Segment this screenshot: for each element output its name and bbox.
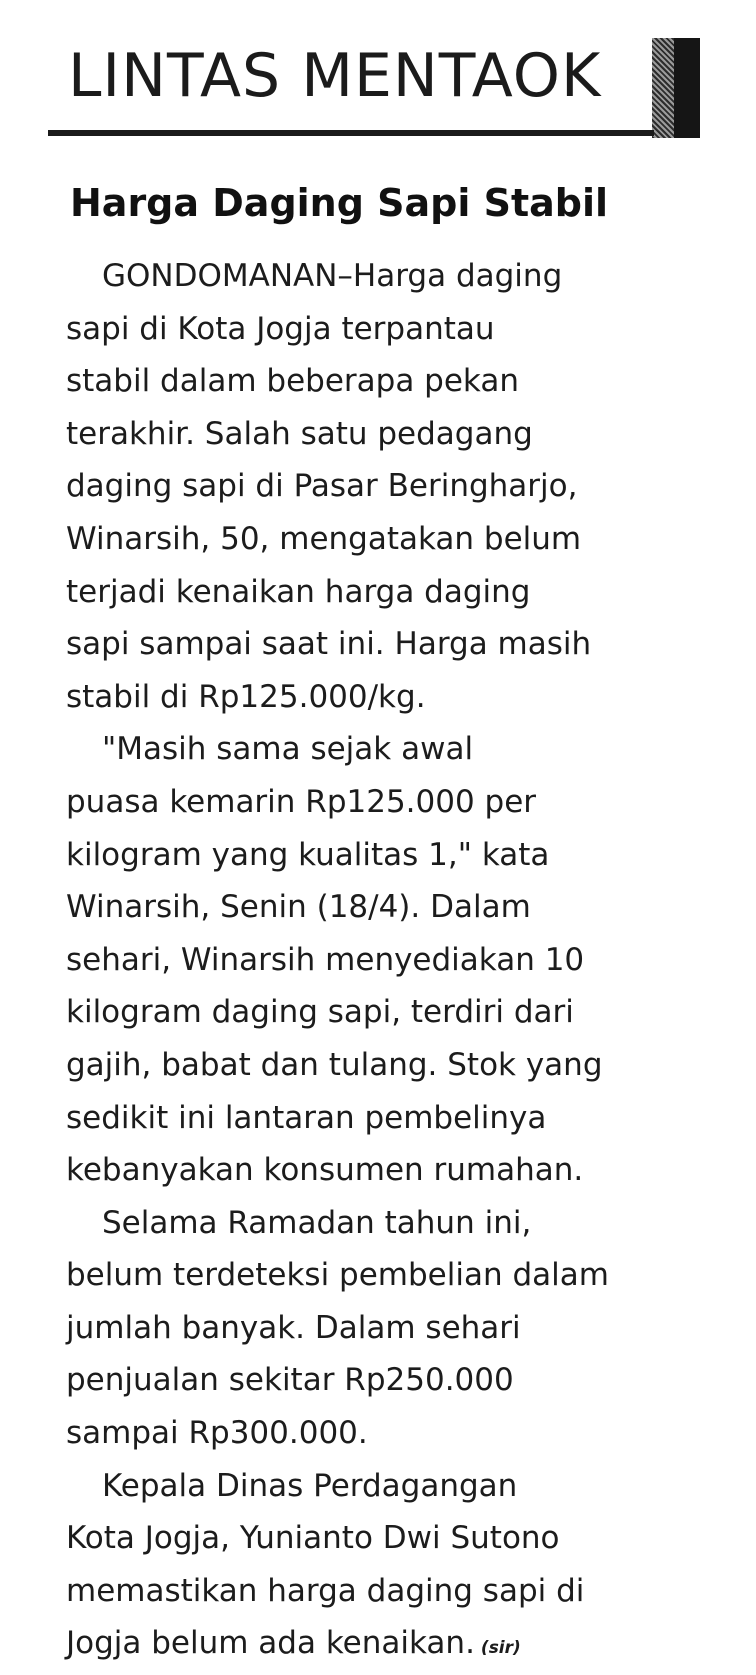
article-line bbox=[66, 723, 706, 776]
article-line-text: Kota Jogja, Yunianto Dwi Sutono bbox=[66, 1520, 560, 1557]
article-line-text: kilogram yang kualitas 1," kata bbox=[66, 836, 550, 873]
article-line bbox=[66, 1354, 706, 1407]
article-line bbox=[66, 303, 706, 356]
article-line bbox=[66, 1512, 706, 1565]
article-line-text: Kepala Dinas Perdagangan bbox=[102, 1467, 518, 1504]
article-line-text: sapi di Kota Jogja terpantau bbox=[66, 310, 495, 347]
article-line-text: daging sapi di Pasar Beringharjo, bbox=[66, 468, 578, 505]
article-line bbox=[66, 1617, 706, 1670]
article-line bbox=[66, 1302, 706, 1355]
article-line bbox=[66, 460, 706, 513]
article-line bbox=[66, 618, 706, 671]
article-line bbox=[66, 408, 706, 461]
article-body bbox=[66, 250, 706, 1670]
article-line-text: sampai Rp300.000. bbox=[66, 1415, 368, 1452]
article-line bbox=[66, 1039, 706, 1092]
article-line bbox=[66, 671, 706, 724]
article-line bbox=[66, 776, 706, 829]
article-line-text: penjualan sekitar Rp250.000 bbox=[66, 1362, 514, 1399]
article-line bbox=[66, 355, 706, 408]
article-line-text: gajih, babat dan tulang. Stok yang bbox=[66, 1046, 603, 1083]
article-line-text: Selama Ramadan tahun ini, bbox=[102, 1204, 532, 1241]
article-line bbox=[66, 566, 706, 619]
article-line-text: sehari, Winarsih menyediakan 10 bbox=[66, 941, 585, 978]
rubric-block-ornament bbox=[652, 38, 700, 138]
article-line-text: terakhir. Salah satu pedagang bbox=[66, 415, 533, 452]
article-line-text: sedikit ini lantaran pembelinya bbox=[66, 1099, 547, 1136]
article-line bbox=[66, 986, 706, 1039]
article-line bbox=[66, 1407, 706, 1460]
article-line-text: kebanyakan konsumen rumahan. bbox=[66, 1152, 584, 1189]
article-line-text: belum terdeteksi pembelian dalam bbox=[66, 1257, 609, 1294]
article-line-text: "Masih sama sejak awal bbox=[102, 731, 474, 768]
article-line bbox=[66, 934, 706, 987]
article-line-text: jumlah banyak. Dalam sehari bbox=[66, 1309, 521, 1346]
rubric-rule bbox=[48, 130, 654, 136]
article-line bbox=[66, 513, 706, 566]
article-line-text: Jogja belum ada kenaikan. bbox=[66, 1625, 475, 1662]
article-line-text: sapi sampai saat ini. Harga masih bbox=[66, 626, 592, 663]
article-line-text: Winarsih, 50, mengatakan belum bbox=[66, 520, 582, 557]
article-line-text: terjadi kenaikan harga daging bbox=[66, 573, 531, 610]
article-line-text: puasa kemarin Rp125.000 per bbox=[66, 783, 537, 820]
article-line bbox=[66, 1144, 706, 1197]
article-line-text: kilogram daging sapi, terdiri dari bbox=[66, 994, 574, 1031]
article-line bbox=[66, 1197, 706, 1250]
article-byline: (sir) bbox=[480, 1638, 521, 1659]
article-line-text: memastikan harga daging sapi di bbox=[66, 1572, 585, 1609]
article-line-text: Winarsih, Senin (18/4). Dalam bbox=[66, 889, 531, 926]
article-line-text: GONDOMANAN–Harga daging bbox=[102, 258, 563, 294]
rubric-title: LINTAS MENTAOK bbox=[68, 41, 602, 111]
article-line-text: stabil di Rp125.000/kg. bbox=[66, 678, 426, 715]
article-line bbox=[66, 1565, 706, 1618]
article-line bbox=[66, 829, 706, 882]
article-line bbox=[66, 1249, 706, 1302]
article-line-text: stabil dalam beberapa pekan bbox=[66, 363, 519, 400]
article-line bbox=[66, 1460, 706, 1513]
article-headline: Harga Daging Sapi Stabil bbox=[70, 181, 609, 225]
article-line bbox=[66, 250, 706, 303]
article-line bbox=[66, 1092, 706, 1145]
rubric-block-shade bbox=[652, 38, 674, 138]
article-line bbox=[66, 881, 706, 934]
